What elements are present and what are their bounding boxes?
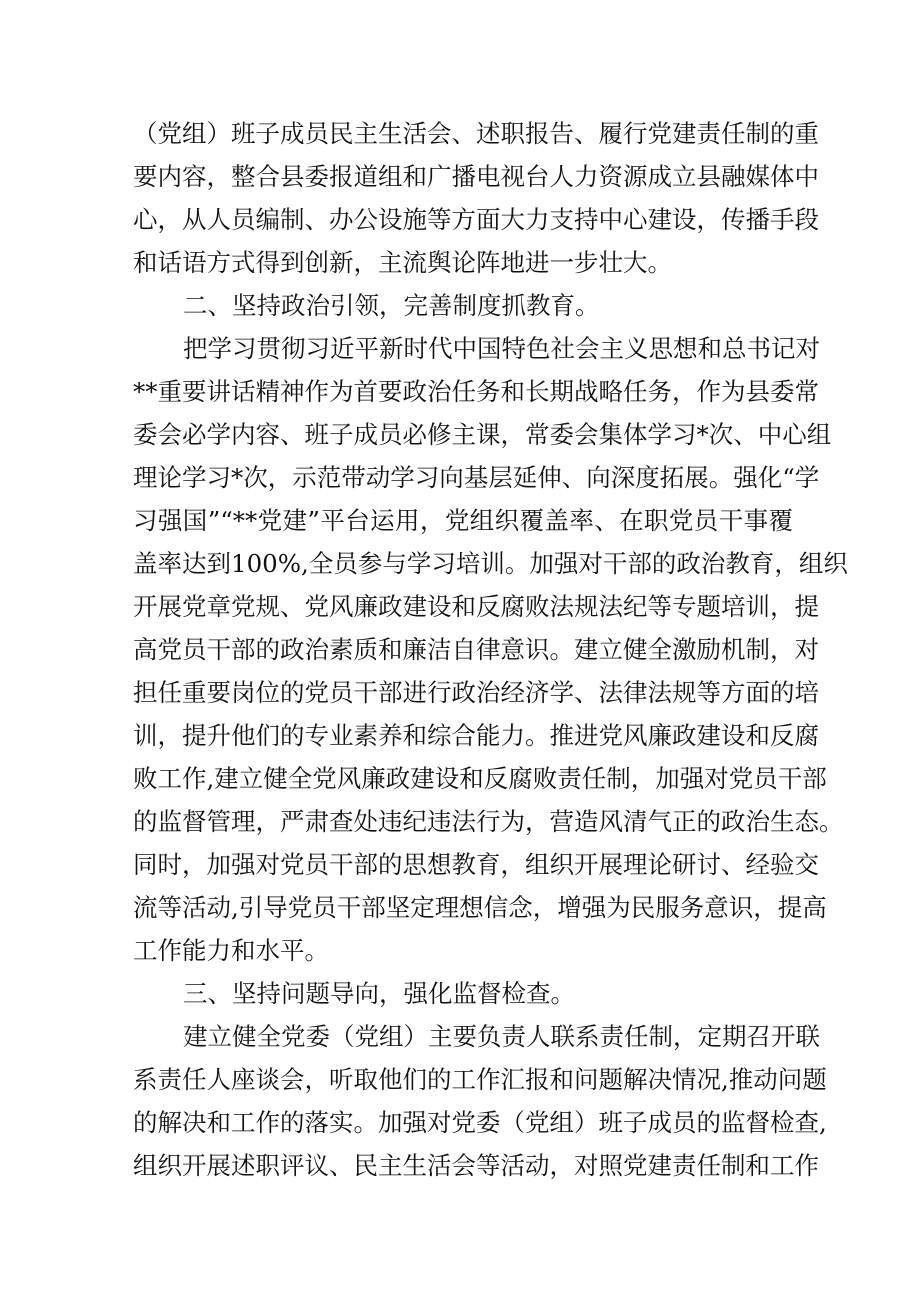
text-line: 和话语方式得到创新，主流舆论阵地进一步壮大。 — [133, 248, 672, 277]
text-line: 工作能力和水平。 — [133, 936, 329, 965]
text-line: 要内容，整合县委报道组和广播电视台人力资源成立县融媒体中 — [133, 162, 819, 191]
section-heading-3: 三、坚持问题导向，强化监督检查。 — [183, 979, 575, 1008]
text-line: 系责任人座谈会，听取他们的工作汇报和问题解决情况,推动问题 — [133, 1065, 827, 1094]
text-line: 的解决和工作的落实。加强对党委（党组）班子成员的监督检查, — [133, 1108, 827, 1137]
text-line: 组织开展述职评议、民主生活会等活动，对照党建责任制和工作 — [133, 1151, 819, 1180]
text-line: 把学习贯彻习近平新时代中国特色社会主义思想和总书记对 — [183, 334, 820, 363]
text-line: **重要讲话精神作为首要政治任务和长期战略任务，作为县委常 — [133, 377, 819, 406]
text-line: 习强国”“**党建”平台运用，党组织覆盖率、在职党员干事覆 — [133, 506, 793, 535]
text-line: 高党员干部的政治素质和廉洁自律意识。建立健全激励机制，对 — [133, 635, 819, 664]
text-line: 心，从人员编制、办公设施等方面大力支持中心建设，传播手段 — [133, 205, 819, 234]
text-line: 同时，加强对党员干部的思想教育，组织开展理论研讨、经验交 — [133, 850, 819, 879]
text-line: （党组）班子成员民主生活会、述职报告、履行党建责任制的重 — [133, 119, 819, 148]
text-line: 的监督管理，严肃查处违纪违法行为，营造风清气正的政治生态。 — [133, 807, 844, 836]
text-line: 担任重要岗位的党员干部进行政治经济学、法律法规等方面的培 — [133, 678, 819, 707]
text-line: 开展党章党规、党风廉政建设和反腐败法规法纪等专题培训，提 — [133, 592, 819, 621]
text-line: 理论学习*次，示范带动学习向基层延伸、向深度拓展。强化“学 — [133, 463, 820, 492]
text-line: 建立健全党委（党组）主要负责人联系责任制，定期召开联 — [183, 1022, 820, 1051]
section-heading-2: 二、坚持政治引领，完善制度抓教育。 — [183, 291, 600, 320]
text-line: 委会必学内容、班子成员必修主课，常委会集体学习*次、中心组 — [133, 420, 832, 449]
text-line: 盖率达到100%,全员参与学习培训。加强对干部的政治教育，组织 — [133, 549, 848, 578]
text-line: 败工作,建立健全党风廉政建设和反腐败责任制，加强对党员干部 — [133, 764, 827, 793]
text-line: 流等活动,引导党员干部坚定理想信念，增强为民服务意识，提高 — [133, 893, 827, 922]
text-line: 训，提升他们的专业素养和综合能力。推进党风廉政建设和反腐 — [133, 721, 819, 750]
